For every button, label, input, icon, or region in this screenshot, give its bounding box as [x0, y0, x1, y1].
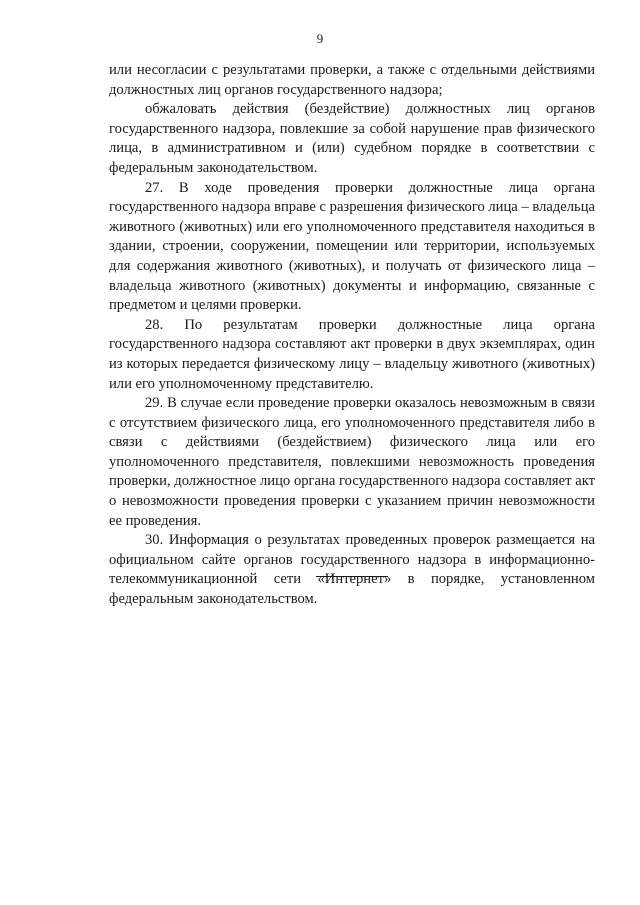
paragraph-29: 29. В случае если проведение проверки оказалось невозможным в связи с отсутствием физического лица, его уполномоченного представителя либо в связи с действиями (бездействием) физического лица или его уполномоченного представителя, повлекшими невозможность проведения проверки, должностное лицо органа государственного надзора составляет акт о невозможности проведения проверки с указанием причин невозможности ее проведения. [109, 395, 595, 529]
paragraph-appeal-rights: обжаловать действия (бездействие) должностных лиц органов государственного надзора, повлекшие за собой нарушение прав физического лица, в административном и (или) судебном порядке в соответствии с федеральным законодательством. [109, 101, 595, 176]
paragraph-27: 27. В ходе проведения проверки должностные лица органа государственного надзора вправе с разрешения физического лица – владельца животного (животных) или его уполномоченного представителя находиться в здании, строении, сооружении, помещении или территории, используемых для содержания животного (животных), и получать от физического лица – владельца животного (животных) документы и информацию, связанные с предметом и целями проверки. [109, 179, 595, 314]
document-body [109, 61, 595, 610]
paragraph-30: 30. Информация о результатах проведенных проверок размещается на официальном сайте органов государственного надзора в информационно-телекоммуникационной сети «Интернет» в порядке, установленном федеральным законодательством. [109, 532, 595, 608]
paragraph-continuation: или несогласии с результатами проверки, а также с отдельными действиями должностных лиц органов государственного надзора; [109, 62, 595, 98]
page-number: 9 [316, 31, 324, 46]
paragraph-28: 28. По результатам проверки должностные лица органа государственного надзора составляют акт проверки в двух экземплярах, один из которых передается физическому лицу – владельцу животного (животных) или его уполномоченному представителю. [109, 316, 595, 392]
end-of-document-divider [316, 576, 388, 577]
